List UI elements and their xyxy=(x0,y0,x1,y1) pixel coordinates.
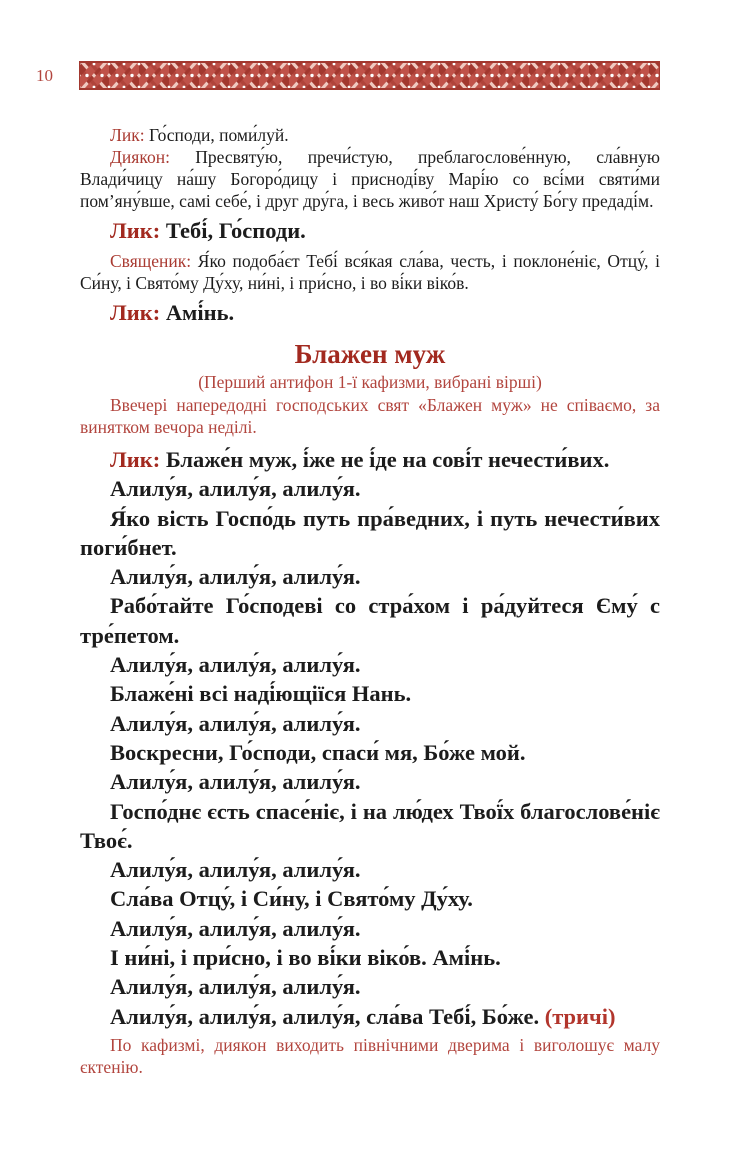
psalm-verse: Алилу́я, алилу́я, алилу́я. xyxy=(110,857,361,883)
section-title: Блажен муж xyxy=(294,339,446,369)
ornament-band-icon xyxy=(79,61,660,90)
psalm-verse: І ни́ні, і при́сно, і во ві́ки віко́в. Амі́нь. xyxy=(110,945,501,971)
psalm-block xyxy=(80,445,660,1031)
psalm-verse: Алилу́я, алилу́я, алилу́я. xyxy=(110,652,361,678)
psalm-verse: Сла́ва Отцу́, і Си́ну, і Свято́му Ду́ху. xyxy=(110,886,473,912)
psalm-verse: Алилу́я, алилу́я, алилу́я. xyxy=(110,915,361,941)
repeat-note: (тричі) xyxy=(544,1003,616,1029)
rubric-intro: Ввечері напередодні господських свят «Блажен муж» не співаємо, за винятком вечора неділі. xyxy=(80,395,660,437)
page-content xyxy=(80,124,660,1078)
psalm-verse: Лик: Блаже́н муж, і́же не і́де на сові́т нечести́вих. xyxy=(110,447,610,472)
psalm-verse: Воскресни, Го́споди, спаси́ мя, Бо́же мой. xyxy=(110,739,526,765)
psalm-verse: Алилу́я, алилу́я, алилу́я. xyxy=(110,769,361,795)
dialogue-line: Священик: Я́ко подоба́єт Тебі́ вся́кая сла́ва, честь, і поклоне́ніє, Отцу́, і Си́ну, і Свято́му Ду́ху, ни́ні, і при́сно, і во ві́ки віко́в. xyxy=(80,251,660,293)
psalm-verse: Алилу́я, алилу́я, алилу́я. xyxy=(110,710,361,736)
speaker-label: Лик: xyxy=(110,125,145,145)
braid-pattern-icon xyxy=(79,61,660,90)
speaker-label: Лик: xyxy=(110,300,161,325)
section-subtitle: (Перший антифон 1-ї кафизми, вибрані вірші) xyxy=(198,372,542,392)
dialogue-line: Диякон: Пресвяту́ю, пречи́стую, преблагослове́нную, сла́вную Влади́чицу на́шу Богоро́дицу і присноді́ву Марі́ю со всі́ми святи́ми пом’яну́вше, самі себе́, і друг дру́га, і весь живо́т наш Христу́ Бо́гу предаді́м. xyxy=(80,147,660,211)
psalm-verse: Алилу́я, алилу́я, алилу́я. xyxy=(110,476,361,502)
dialogue-block xyxy=(80,124,660,328)
speaker-label: Священик: xyxy=(110,251,192,271)
psalm-verse: Алилу́я, алилу́я, алилу́я, сла́ва Тебі́, Бо́же. (тричі) xyxy=(110,1003,616,1029)
speaker-label: Диякон: xyxy=(110,147,170,167)
psalm-verse: Я́ко вість Госпо́дь путь пра́ведних, і путь нечести́вих поги́бнет. xyxy=(80,505,660,560)
dialogue-line: Лик: Амі́нь. xyxy=(110,300,235,325)
dialogue-line: Лик: Го́споди, поми́луй. xyxy=(110,125,289,145)
dialogue-line: Лик: Тебі́, Го́споди. xyxy=(110,218,306,243)
psalm-verse: Алилу́я, алилу́я, алилу́я. xyxy=(110,974,361,1000)
page-number: 10 xyxy=(36,66,53,85)
psalm-verse: Рабо́тайте Го́сподеві со стра́хом і ра́дуйтеся Єму́ с тре́петом. xyxy=(80,593,660,648)
psalm-verse: Госпо́днє єсть спасе́ніє, і на лю́дех Твої́х благослове́ніє Твоє́. xyxy=(80,798,660,853)
speaker-label: Лик: xyxy=(110,447,161,472)
psalm-verse: Алилу́я, алилу́я, алилу́я. xyxy=(110,564,361,590)
psalm-verse: Блаже́ні всі наді́ющіїся Нань. xyxy=(110,681,412,707)
speaker-label: Лик: xyxy=(110,218,161,243)
rubric-footer: По кафизмі, диякон виходить північними дверима і виголошує малу єктенію. xyxy=(80,1034,660,1077)
